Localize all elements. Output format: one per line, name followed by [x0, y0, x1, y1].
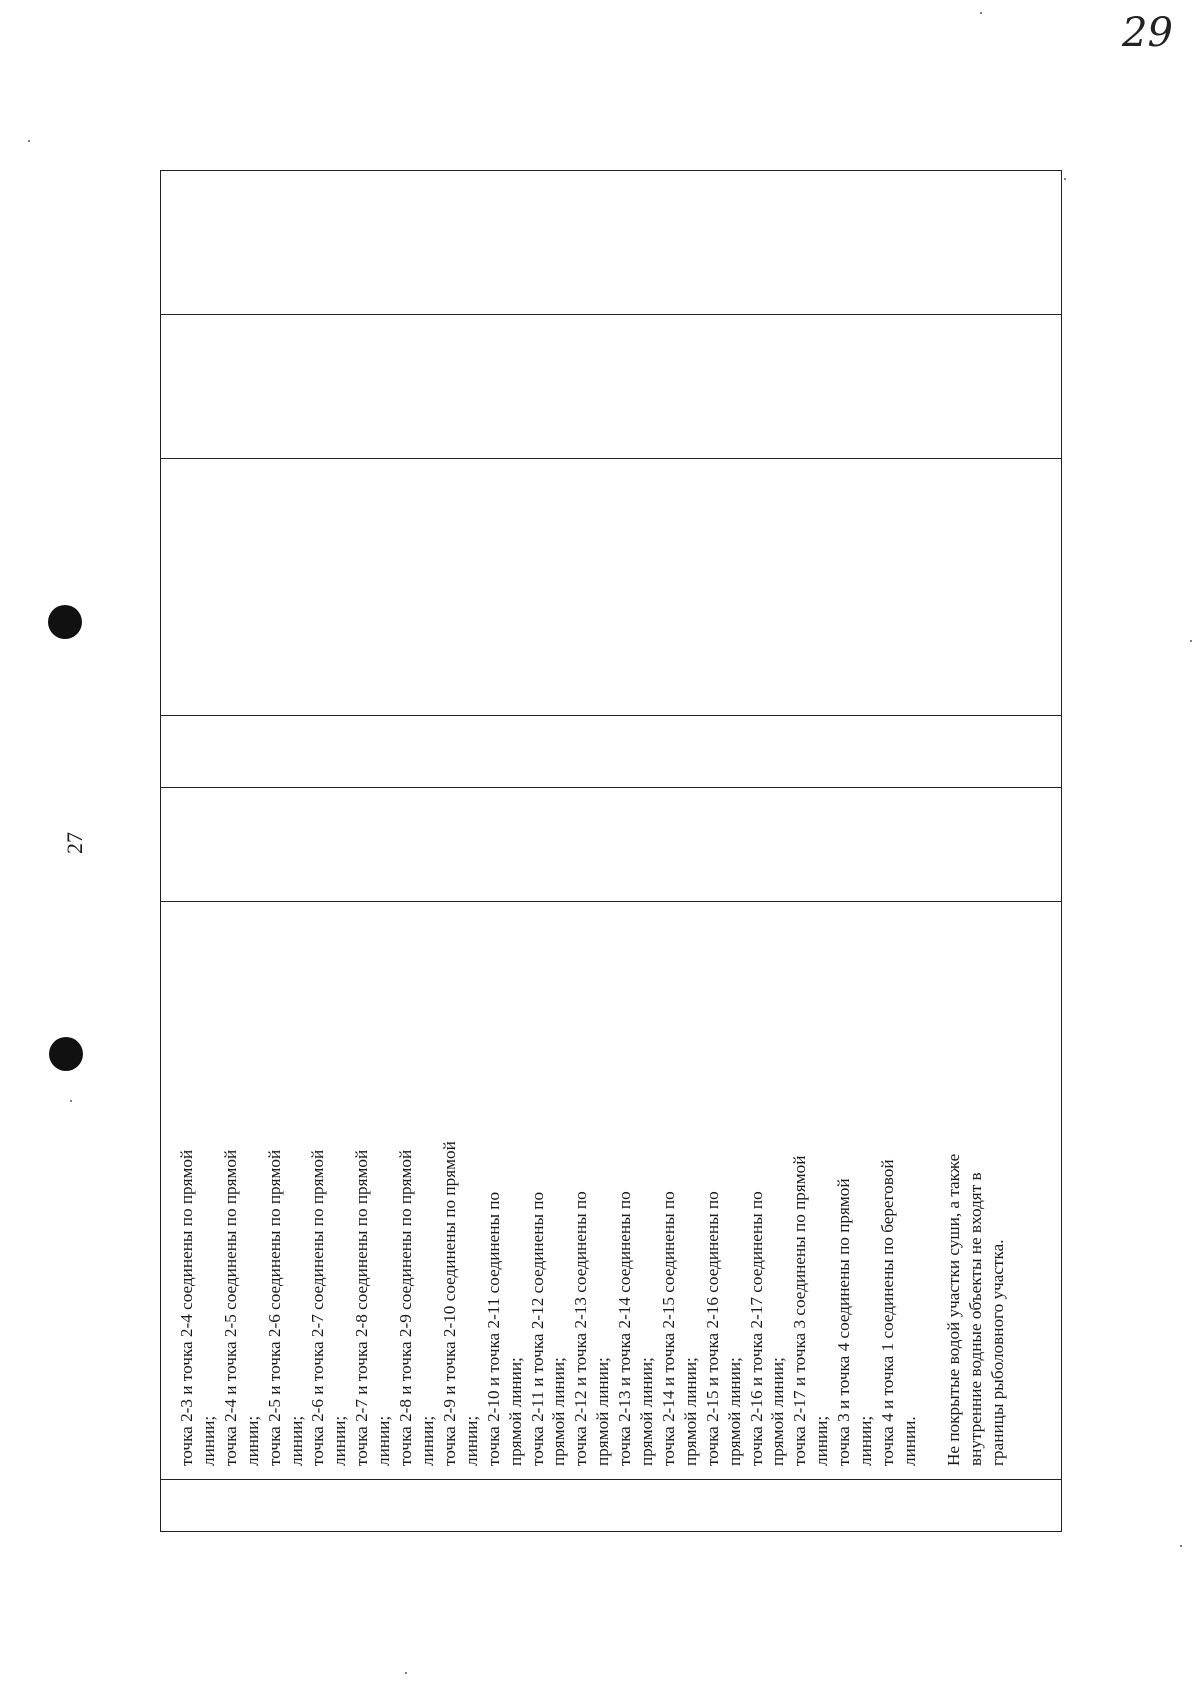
description-line: точка 2-9 и точка 2-10 соединены по прямой: [439, 1141, 459, 1466]
description-line: прямой линии;: [724, 1357, 744, 1466]
description-line: прямой линии;: [637, 1357, 657, 1466]
description-line: точка 2-13 и точка 2-14 соединены по: [615, 1191, 635, 1466]
description-line: точка 2-14 и точка 2-15 соединены по: [658, 1191, 678, 1466]
scan-speck: [1180, 1545, 1182, 1547]
paragraph-spacer: [921, 911, 943, 1466]
description-line: точка 2-10 и точка 2-11 соединены по: [483, 1191, 503, 1466]
punch-hole-bottom: [49, 1037, 83, 1071]
description-line: линии.: [899, 1416, 919, 1466]
punch-hole-top: [48, 605, 82, 639]
table-row-divider: [161, 901, 1061, 902]
description-line: линии;: [242, 1415, 262, 1466]
description-line: точка 2-8 и точка 2-9 соединены по прямой: [396, 1149, 416, 1466]
description-line: точка 2-16 и точка 2-17 соединены по: [746, 1191, 766, 1466]
note-line: Не покрытые водой участки суши, а также: [943, 1153, 963, 1466]
table-row-divider: [161, 314, 1061, 315]
description-line: линии;: [461, 1415, 481, 1466]
description-line: линии;: [417, 1415, 437, 1466]
scan-speck: [1190, 640, 1192, 642]
description-line: прямой линии;: [680, 1357, 700, 1466]
table-row-divider: [161, 1479, 1061, 1480]
description-line: точка 4 и точка 1 соединены по береговой: [878, 1159, 897, 1466]
note-line: границы рыболовного участка.: [987, 1239, 1007, 1466]
scan-speck: [980, 12, 982, 14]
description-line: линии;: [374, 1415, 394, 1466]
description-line: точка 2-6 и точка 2-7 соединены по прямой: [308, 1149, 328, 1466]
description-line: точка 2-11 и точка 2-12 соединены по: [527, 1191, 547, 1466]
description-cell: [176, 907, 1056, 1470]
description-line: точка 2-15 и точка 2-16 соединены по: [702, 1191, 722, 1466]
scan-speck: [405, 1672, 407, 1674]
table-frame: [160, 170, 1062, 1532]
description-line: прямой линии;: [505, 1357, 525, 1466]
description-line: линии;: [286, 1415, 306, 1466]
description-line: линии;: [812, 1415, 832, 1466]
note-line: внутренние водные объекты не входят в: [965, 1172, 985, 1466]
table-row-divider: [161, 715, 1061, 716]
description-line: точка 2-3 и точка 2-4 соединены по прямой: [177, 1149, 196, 1466]
scan-speck: [70, 1100, 72, 1102]
description-line: линии;: [198, 1415, 218, 1466]
page-number: 27: [62, 832, 87, 854]
table-row-divider: [161, 458, 1061, 459]
handwritten-page-number: 29: [1122, 10, 1173, 56]
description-line: точка 2-12 и точка 2-13 соединены по: [571, 1191, 591, 1466]
description-line: линии;: [330, 1415, 350, 1466]
description-line: точка 2-4 и точка 2-5 соединены по прямой: [220, 1149, 240, 1466]
description-line: точка 2-7 и точка 2-8 соединены по прямой: [352, 1149, 372, 1466]
boundary-description: [176, 907, 1056, 1470]
description-line: точка 3 и точка 4 соединены по прямой: [834, 1178, 854, 1466]
description-line: линии;: [856, 1415, 876, 1466]
table-row-divider: [161, 787, 1061, 788]
scan-speck: [1064, 178, 1066, 180]
description-line: прямой линии;: [768, 1357, 788, 1466]
scan-speck: [28, 140, 30, 142]
description-line: точка 2-17 и точка 3 соединены по прямой: [790, 1155, 810, 1466]
description-line: прямой линии;: [593, 1357, 613, 1466]
description-line: прямой линии;: [549, 1357, 569, 1466]
description-line: точка 2-5 и точка 2-6 соединены по прямой: [264, 1149, 284, 1466]
